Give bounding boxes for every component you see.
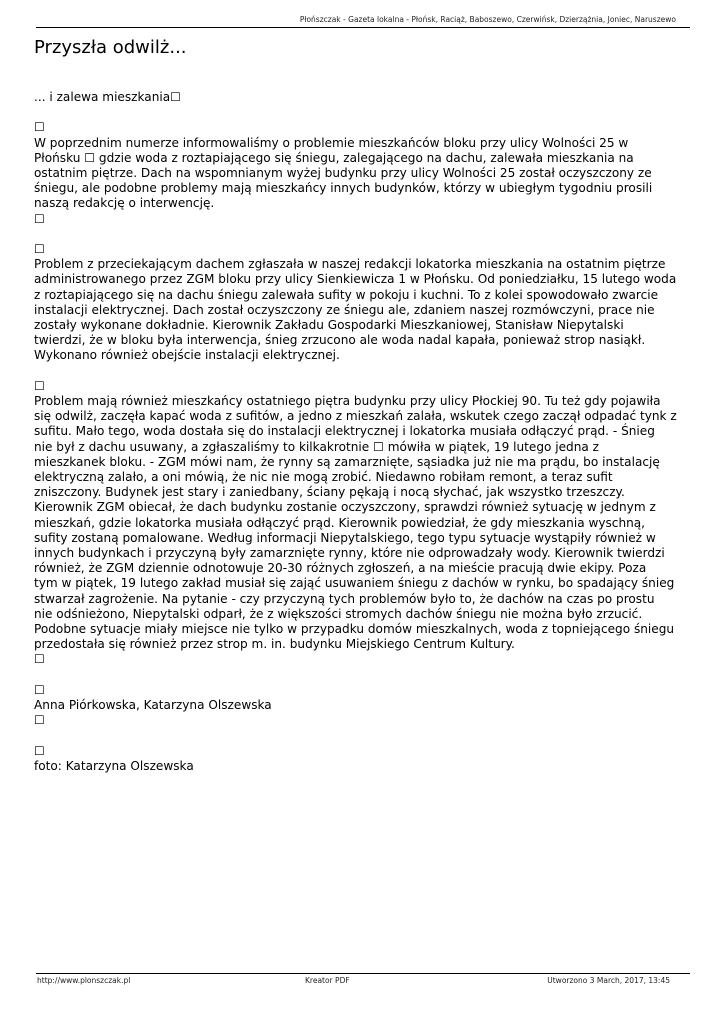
paragraph-3: Problem mają również mieszkańcy ostatniego piętra budynku przy ulicy Płockiej 90. Tu też gdy pojawiła się odwilż, zaczęła kapać woda z sufitów, a jedno z mieszkań zalała, wskutek czego zaczął odpadać tynk z sufitu. Mało tego, woda dostała się do instalacji elektrycznej i lokatorka musiała odłączyć prąd. - Śnieg nie był z dachu usuwany, a zgłaszaliśmy to kilkakrotnie ☐ mówiła w piątek, 19 lutego jedna z mieszkanek bloku. - ZGM mówi nam, że rynny są zamarznięte, sąsiadka już nie ma prądu, bo instalację elektryczną zalało, a oni mówią, że nic nie mogą zrobić. Niedawno robiłam remont, a teraz sufit zniszczony. Budynek jest stary i zaniedbany, ściany pękają i nocą słychać, jak wszystko trzeszczy. Kierownik ZGM obiecał, że dach budynku zostanie oczyszczony, sprawdzi również sytuację w jednym z mieszkań, gdzie lokatorka musiała odłączyć prąd. Kierownik powiedział, że gdy mieszkania wyschną, sufity zostaną pomalowane. Według informacji Niepytalskiego, tego typu sytuacje wystąpiły również w innych budynkach i przyczyną były zamarznięte rynny, które nie odprowadzały wody. Kierownik twierdzi również, że ZGM dziennie odnotowuje 20-30 różnych zgłoszeń, a na mieście pracują dwie ekipy. Poza tym w piątek, 19 lutego zakład musiał się zająć usuwaniem śniegu z dachów w rynku, bo spadający śnieg stwarzał zagrożenie. Na pytanie - czy przyczyną tych problemów było to, że dachów na czas po prostu nie odśnieżono, Niepytalski odparł, że z większości stromych dachów śniegu nie można było zrzucić. Podobne sytuacje miały miejsce nie tylko w przypadku domów mieszkalnych, woda z topniejącego śniegu przedostała się również przez strop m. in. budynku Miejskiego Centrum Kultury.: [34, 394, 677, 652]
photo-credit: foto: Katarzyna Olszewska: [34, 758, 194, 773]
box-glyph: ☐: [34, 713, 45, 728]
box-glyph: ☐: [170, 90, 181, 104]
box-glyph-line: [34, 120, 694, 135]
footer-url: http://www.plonszczak.pl: [37, 976, 131, 985]
article-lead: ... i zalewa mieszkania☐: [34, 90, 181, 104]
paragraph-2: Problem z przeciekającym dachem zgłaszała w naszej redakcji lokatorka mieszkania na ostatnim piętrze administrowanego przez ZGM bloku przy ulicy Sienkiewicza 1 w Płońsku. Od poniedziałku, 15 lutego woda z roztapiającego się na dachu śniegu zalewała sufity w pokoju i kuchni. To z kolei spowodowało zwarcie instalacji elektrycznej. Dach został oczyszczony ze śniegu ale, zdaniem naszej rozmówczyni, prace nie zostały wykonane dokładnie. Kierownik Zakładu Gospodarki Mieszkaniowej, Stanisław Niepytalski twierdzi, że w bloku była interwencja, śnieg zrzucono ale woda nadal kapała, ponieważ strop nasiąkł. Wykonano również obejście instalacji elektrycznej.: [34, 257, 677, 363]
paragraph-1: W poprzednim numerze informowaliśmy o problemie mieszkańców bloku przy ulicy Wolności 25 w Płońsku ☐ gdzie woda z roztapiającego się śniegu, zalegającego na dachu, zalewała mieszkania na ostatnim piętrze. Dach na wspomnianym wyżej budynku przy ulicy Wolności 25 został oczyszczony ze śniegu, ale podobne problemy mają mieszkańcy innych budynków, którzy w ubiegłym tygodniu prosili naszą redakcję o interwencję.: [34, 135, 653, 211]
box-glyph-line: [34, 652, 694, 667]
box-glyph: ☐: [34, 378, 45, 393]
footer-generator: Kreator PDF: [305, 976, 350, 985]
article-body: [34, 90, 694, 774]
article-authors: Anna Piórkowska, Katarzyna Olszewska: [34, 698, 272, 713]
box-glyph-line: [34, 379, 694, 394]
box-glyph-line: [34, 713, 694, 728]
box-glyph: ☐: [34, 120, 45, 135]
header-divider: [36, 27, 690, 28]
box-glyph: ☐: [34, 242, 45, 256]
footer-divider: [36, 973, 690, 974]
box-glyph: ☐: [34, 682, 45, 697]
box-glyph: ☐: [34, 743, 45, 758]
box-glyph-line: [34, 242, 694, 257]
site-header: Płońszczak - Gazeta lokalna - Płońsk, Raciąż, Baboszewo, Czerwińsk, Dzierzążnia, Joniec, Naruszewo: [299, 15, 676, 24]
article-title: Przyszła odwilż...: [34, 37, 187, 58]
box-glyph: ☐: [34, 211, 45, 226]
footer-created: Utworzono 3 March, 2017, 13:45: [547, 976, 670, 985]
box-glyph: ☐: [34, 652, 45, 667]
box-glyph-line: [34, 212, 694, 227]
box-glyph-line: [34, 744, 694, 759]
box-glyph-line: [34, 683, 694, 698]
